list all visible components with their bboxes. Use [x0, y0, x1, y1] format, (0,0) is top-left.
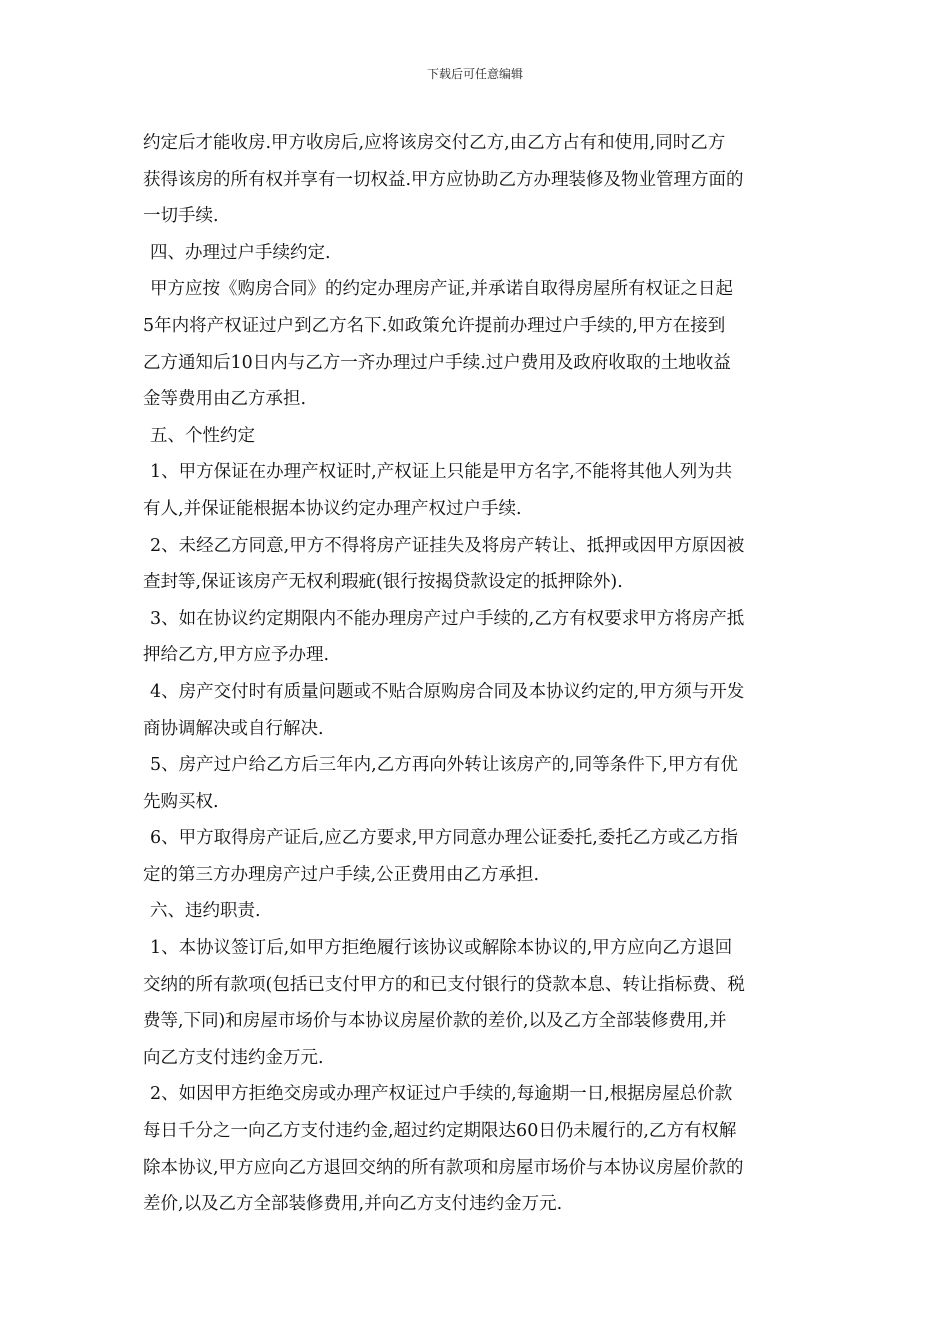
- text-line: 押给乙方,甲方应予办理.: [143, 645, 330, 666]
- text-line: 有人,并保证能根据本协议约定办理产权过户手续.: [143, 498, 522, 519]
- text-line: 2、未经乙方同意,甲方不得将房产证挂失及将房产转让、抵押或因甲方原因被: [150, 535, 745, 556]
- text-line: 乙方通知后10日内与乙方一齐办理过户手续.过户费用及政府收取的土地收益: [143, 352, 731, 373]
- text-line: 获得该房的所有权并享有一切权益.甲方应协助乙方办理装修及物业管理方面的: [143, 169, 744, 190]
- text-line: 2、如因甲方拒绝交房或办理产权证过户手续的,每逾期一日,根据房屋总价款: [150, 1084, 733, 1105]
- text-line: 约定后才能收房.甲方收房后,应将该房交付乙方,由乙方占有和使用,同时乙方: [143, 133, 726, 153]
- text-line: 商协调解决或自行解决.: [143, 718, 324, 739]
- section-heading: 四、办理过户手续约定.: [150, 242, 331, 263]
- text-line: 甲方应按《购房合同》的约定办理房产证,并承诺自取得房屋所有权证之日起: [150, 279, 734, 300]
- text-line: 差价,以及乙方全部装修费用,并向乙方支付违约金万元.: [143, 1194, 563, 1215]
- page-header: 下载后可任意编辑: [426, 67, 523, 81]
- text-line: 1、本协议签订后,如甲方拒绝履行该协议或解除本协议的,甲方应向乙方退回: [150, 938, 733, 959]
- text-line: 费等,下同)和房屋市场价与本协议房屋价款的差价,以及乙方全部装修费用,并: [143, 1011, 727, 1032]
- text-line: 4、房产交付时有质量问题或不贴合原购房合同及本协议约定的,甲方须与开发: [150, 681, 745, 702]
- text-line: 每日千分之一向乙方支付违约金,超过约定期限达60日仍未履行的,乙方有权解: [143, 1121, 737, 1142]
- text-line: 除本协议,甲方应向乙方退回交纳的所有款项和房屋市场价与本协议房屋价款的: [143, 1157, 744, 1178]
- text-line: 查封等,保证该房产无权利瑕疵(银行按揭贷款设定的抵押除外).: [143, 572, 623, 593]
- text-line: 向乙方支付违约金万元.: [143, 1047, 324, 1068]
- text-line: 先购买权.: [143, 791, 219, 812]
- text-line: 3、如在协议约定期限内不能办理房产过户手续的,乙方有权要求甲方将房产抵: [150, 608, 745, 629]
- text-line: 1、甲方保证在办理产权证时,产权证上只能是甲方名字,不能将其他人列为共: [150, 462, 733, 483]
- section-heading: 六、违约职责.: [150, 901, 261, 922]
- text-line: 6、甲方取得房产证后,应乙方要求,甲方同意办理公证委托,委托乙方或乙方指: [150, 828, 738, 849]
- text-line: 5、房产过户给乙方后三年内,乙方再向外转让该房产的,同等条件下,甲方有优: [150, 755, 738, 776]
- text-line: 定的第三方办理房产过户手续,公正费用由乙方承担.: [143, 864, 540, 885]
- section-heading: 五、个性约定: [150, 425, 255, 446]
- text-line: 5年内将产权证过户到乙方名下.如政策允许提前办理过户手续的,甲方在接到: [143, 315, 726, 336]
- text-line: 一切手续.: [143, 206, 219, 227]
- text-line: 金等费用由乙方承担.: [143, 389, 307, 410]
- text-line: 交纳的所有款项(包括已支付甲方的和已支付银行的贷款本息、转让指标费、税: [143, 974, 745, 995]
- document-body: [143, 125, 810, 1223]
